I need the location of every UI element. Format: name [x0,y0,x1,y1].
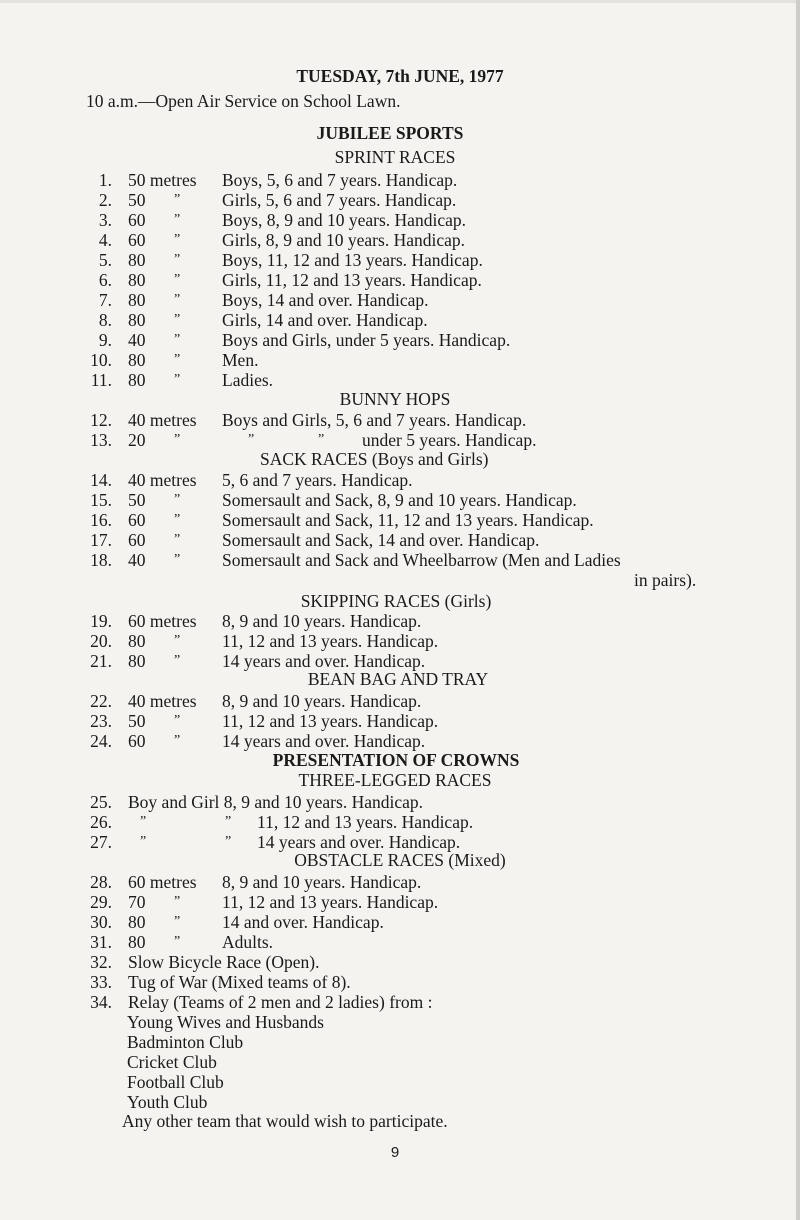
event-number: 12. [90,410,112,430]
event-number: 20. [90,631,112,651]
ditto-mark: ” [174,252,181,267]
event-distance: 50 [128,190,146,210]
event-number: 19. [90,611,112,631]
event-number: 9. [98,330,112,350]
event-distance: 80 [128,370,146,390]
ditto-mark: ” [174,352,181,367]
event-distance: 50 [128,490,146,510]
event-number: 18. [90,550,112,570]
event-number: 13. [90,430,112,450]
event-number: 7. [98,290,112,310]
section-skipping-races: SKIPPING RACES (Girls) [300,591,492,611]
event-description: under 5 years. Handicap. [362,430,537,450]
event-distance: 60 metres [128,611,197,631]
relay-team: Youth Club [127,1092,208,1112]
event-distance: 60 [128,530,146,550]
section-obstacle-races: OBSTACLE RACES (Mixed) [294,850,506,870]
ditto-mark: ” [140,814,147,829]
event-description: Relay (Teams of 2 men and 2 ladies) from : [128,992,433,1012]
relay-team: Cricket Club [127,1052,217,1072]
ditto-mark: ” [174,312,181,327]
event-distance: 40 [128,330,146,350]
event-number: 24. [90,731,112,751]
relay-team: Badminton Club [127,1032,244,1052]
event-description: Slow Bicycle Race (Open). [128,952,320,972]
ditto-mark: ” [140,834,147,849]
event-description: Girls, 11, 12 and 13 years. Handicap. [222,270,482,290]
event-description: Somersault and Sack, 8, 9 and 10 years. Handicap. [222,490,577,510]
closing-line: Any other team that would wish to participate. [122,1111,448,1131]
event-distance: 80 [128,250,146,270]
event-distance: 70 [128,892,146,912]
page-right-edge [796,0,800,1220]
ditto-mark: ” [174,733,181,748]
event-description: 8, 9 and 10 years. Handicap. [222,611,422,631]
event-description: 11, 12 and 13 years. Handicap. [222,631,439,651]
ditto-mark: ” [174,492,181,507]
event-description: Boys and Girls, under 5 years. Handicap. [222,330,511,350]
event-number: 33. [90,972,112,992]
event-number: 32. [90,952,112,972]
event-description: Men. [222,350,259,370]
event-description: Tug of War (Mixed teams of 8). [128,972,351,992]
event-number: 4. [98,230,112,250]
event-number: 34. [90,992,112,1012]
event-distance: 20 [128,430,146,450]
event-distance: 80 [128,290,146,310]
event-description: 14 years and over. Handicap. [222,731,426,751]
event-distance: 40 [128,550,146,570]
event-number: 31. [90,932,112,952]
event-distance: 60 metres [128,872,197,892]
event-number: 2. [98,190,112,210]
event-distance: 80 [128,932,146,952]
ditto-mark: ” [174,212,181,227]
event-description: 14 years and over. Handicap. [222,651,426,671]
section-bean-bag: BEAN BAG AND TRAY [307,669,489,689]
event-number: 8. [98,310,112,330]
event-number: 17. [90,530,112,550]
event-number: 27. [90,832,112,852]
event-number: 6. [98,270,112,290]
event-distance: 80 [128,631,146,651]
event-description: 14 years and over. Handicap. [257,832,461,852]
event-description: Boys and Girls, 5, 6 and 7 years. Handicap. [222,410,527,430]
event-distance: 60 [128,731,146,751]
event-description: 11, 12 and 13 years. Handicap. [257,812,474,832]
event-number: 29. [90,892,112,912]
event-distance: 80 [128,912,146,932]
ditto-mark: ” [174,232,181,247]
main-title: JUBILEE SPORTS [316,123,464,143]
event-description: 5, 6 and 7 years. Handicap. [222,470,413,490]
section-presentation-crowns: PRESENTATION OF CROWNS [272,750,520,770]
event-description: Somersault and Sack, 14 and over. Handicap. [222,530,540,550]
event-distance: 50 [128,711,146,731]
event-number: 28. [90,872,112,892]
event-distance: 80 [128,270,146,290]
relay-team: Football Club [127,1072,224,1092]
event-description: 14 and over. Handicap. [222,912,384,932]
ditto-mark: ” [174,914,181,929]
open-air-service: 10 a.m.—Open Air Service on School Lawn. [86,91,401,111]
ditto-mark: ” [318,432,325,447]
event-number: 10. [90,350,112,370]
event-description: Boys, 5, 6 and 7 years. Handicap. [222,170,458,190]
event-number: 1. [98,170,112,190]
event-description: Boys, 8, 9 and 10 years. Handicap. [222,210,466,230]
event-number: 16. [90,510,112,530]
ditto-mark: ” [174,192,181,207]
ditto-mark: ” [225,814,232,829]
event-description: Boys, 14 and over. Handicap. [222,290,429,310]
event-distance: 40 metres [128,470,197,490]
ditto-mark: ” [174,934,181,949]
event-distance: 80 [128,651,146,671]
event-number: 3. [98,210,112,230]
event-number: 25. [90,792,112,812]
ditto-mark: ” [174,432,181,447]
event-distance: 80 [128,310,146,330]
event-number: 11. [90,370,112,390]
event-description: Somersault and Sack and Wheelbarrow (Men and Ladies [222,550,621,570]
event-description-continued: in pairs). [634,570,697,590]
ditto-mark: ” [174,272,181,287]
ditto-mark: ” [174,894,181,909]
event-description: Ladies. [222,370,274,390]
event-distance: 60 [128,210,146,230]
event-description: Somersault and Sack, 11, 12 and 13 years. Handicap. [222,510,594,530]
event-description: Boys, 11, 12 and 13 years. Handicap. [222,250,483,270]
event-description: Girls, 8, 9 and 10 years. Handicap. [222,230,465,250]
ditto-mark: ” [174,653,181,668]
event-description: 8, 9 and 10 years. Handicap. [222,691,422,711]
ditto-mark: ” [225,834,232,849]
ditto-mark: ” [248,432,255,447]
event-description: 11, 12 and 13 years. Handicap. [222,711,439,731]
event-number: 15. [90,490,112,510]
ditto-mark: ” [174,552,181,567]
page-number: 9 [390,1144,400,1161]
date-title: TUESDAY, 7th JUNE, 1977 [296,66,504,86]
event-number: 5. [98,250,112,270]
event-description: Girls, 14 and over. Handicap. [222,310,428,330]
page-top-edge [0,0,800,3]
event-number: 30. [90,912,112,932]
ditto-mark: ” [174,292,181,307]
event-description: 8, 9 and 10 years. Handicap. [222,872,422,892]
event-distance: 60 [128,510,146,530]
ditto-mark: ” [174,713,181,728]
ditto-mark: ” [174,532,181,547]
ditto-mark: ” [174,332,181,347]
event-number: 26. [90,812,112,832]
ditto-mark: ” [174,512,181,527]
ditto-mark: ” [174,372,181,387]
event-number: 21. [90,651,112,671]
event-number: 14. [90,470,112,490]
event-description: Girls, 5, 6 and 7 years. Handicap. [222,190,457,210]
event-distance: 80 [128,350,146,370]
event-number: 22. [90,691,112,711]
section-sprint-races: SPRINT RACES [334,147,456,167]
event-number: 23. [90,711,112,731]
relay-team: Young Wives and Husbands [127,1012,324,1032]
section-bunny-hops: BUNNY HOPS [339,389,451,409]
event-distance: 50 metres [128,170,197,190]
event-description: Adults. [222,932,274,952]
section-sack-races: SACK RACES (Boys and Girls) [260,449,489,469]
ditto-mark: ” [174,633,181,648]
event-distance: 60 [128,230,146,250]
section-three-legged: THREE-LEGGED RACES [298,770,492,790]
event-distance: 40 metres [128,691,197,711]
event-description: 11, 12 and 13 years. Handicap. [222,892,439,912]
event-description: Boy and Girl 8, 9 and 10 years. Handicap. [128,792,423,812]
event-distance: 40 metres [128,410,197,430]
